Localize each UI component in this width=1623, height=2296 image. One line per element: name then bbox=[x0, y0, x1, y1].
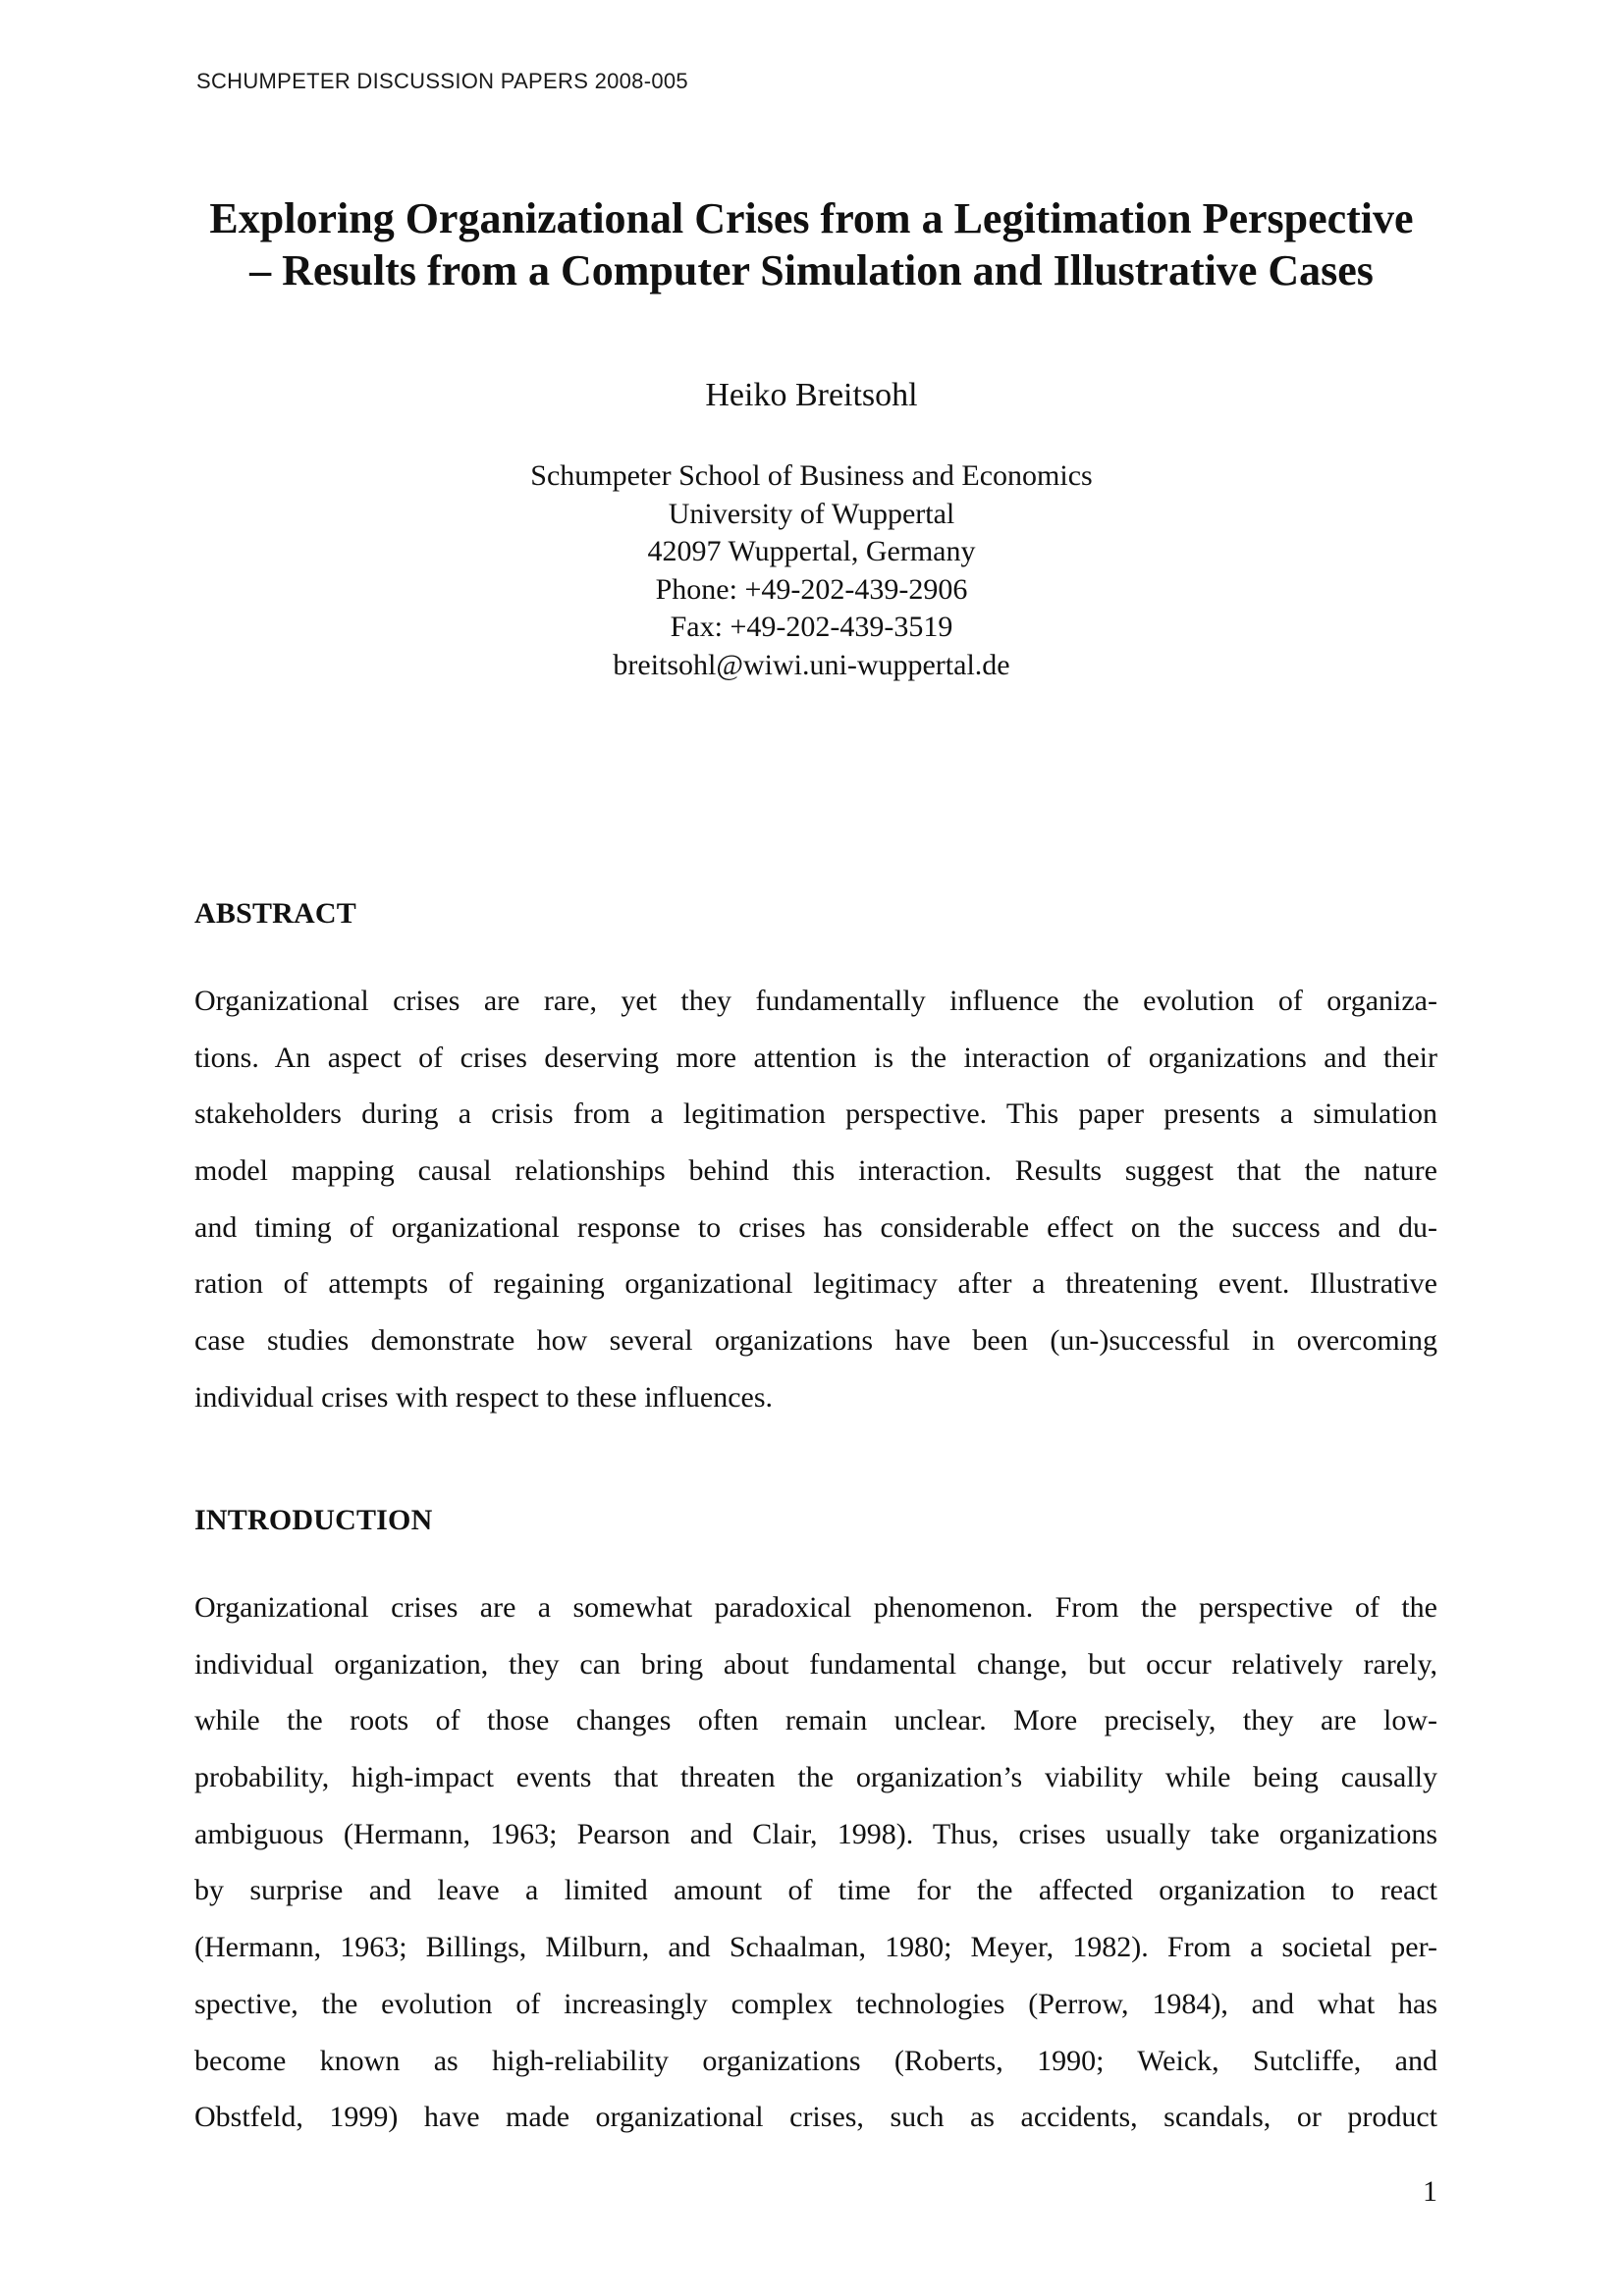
page-number: 1 bbox=[1423, 2175, 1437, 2208]
paper-title bbox=[147, 192, 1476, 296]
introduction-line: (Hermann, 1963; Billings, Milburn, and Schaalman, 1980; Meyer, 1982). From a societal per- bbox=[194, 1931, 1437, 1964]
introduction-line: become known as high-reliability organizations (Roberts, 1990; Weick, Sutcliffe, and bbox=[194, 2044, 1437, 2077]
introduction-line: ambiguous (Hermann, 1963; Pearson and Clair, 1998). Thus, crises usually take organizations bbox=[194, 1817, 1437, 1850]
abstract-line: individual crises with respect to these influences. bbox=[194, 1380, 773, 1414]
abstract-line: stakeholders during a crisis from a legitimation perspective. This paper presents a simulation bbox=[194, 1097, 1437, 1131]
introduction-line: by surprise and leave a limited amount of time for the affected organization to react bbox=[194, 1874, 1437, 1907]
affiliation-email: breitsohl@wiwi.uni-wuppertal.de bbox=[613, 648, 1010, 681]
affiliation-school: Schumpeter School of Business and Economics bbox=[530, 459, 1093, 492]
abstract-line: and timing of organizational response to crises has considerable effect on the success and du- bbox=[194, 1210, 1437, 1244]
introduction-heading: INTRODUCTION bbox=[194, 1504, 433, 1536]
abstract-heading: ABSTRACT bbox=[194, 897, 356, 930]
introduction-body bbox=[194, 1579, 1437, 2146]
introduction-line: Organizational crises are a somewhat paradoxical phenomenon. From the perspective of the bbox=[194, 1591, 1437, 1624]
title-line-1: Exploring Organizational Crises from a Legitimation Perspective bbox=[209, 194, 1414, 242]
author-affiliation bbox=[0, 457, 1623, 685]
title-line-2: – Results from a Computer Simulation and Illustrative Cases bbox=[249, 246, 1374, 294]
abstract-line: ration of attempts of regaining organizational legitimacy after a threatening event. Illustrative bbox=[194, 1267, 1437, 1301]
affiliation-phone: Phone: +49-202-439-2906 bbox=[655, 572, 968, 606]
affiliation-address: 42097 Wuppertal, Germany bbox=[647, 535, 976, 568]
abstract-line: case studies demonstrate how several organizations have been (un-)successful in overcoming bbox=[194, 1324, 1437, 1358]
author-name: Heiko Breitsohl bbox=[705, 377, 918, 413]
abstract-line: tions. An aspect of crises deserving more attention is the interaction of organizations and their bbox=[194, 1041, 1437, 1074]
running-header: SCHUMPETER DISCUSSION PAPERS 2008-005 bbox=[196, 69, 688, 93]
introduction-line: spective, the evolution of increasingly complex technologies (Perrow, 1984), and what has bbox=[194, 1987, 1437, 2020]
affiliation-fax: Fax: +49-202-439-3519 bbox=[670, 611, 953, 644]
introduction-line: Obstfeld, 1999) have made organizational crises, such as accidents, scandals, or product bbox=[194, 2101, 1437, 2134]
abstract-body bbox=[194, 973, 1437, 1426]
abstract-line: model mapping causal relationships behind this interaction. Results suggest that the nature bbox=[194, 1154, 1437, 1188]
introduction-line: individual organization, they can bring about fundamental change, but occur relatively rarely, bbox=[194, 1647, 1437, 1681]
abstract-line: Organizational crises are rare, yet they fundamentally influence the evolution of organiza- bbox=[194, 985, 1437, 1017]
introduction-line: probability, high-impact events that threaten the organization’s viability while being causally bbox=[194, 1761, 1437, 1794]
affiliation-university: University of Wuppertal bbox=[668, 497, 955, 530]
introduction-line: while the roots of those changes often remain unclear. More precisely, they are low- bbox=[194, 1704, 1437, 1737]
